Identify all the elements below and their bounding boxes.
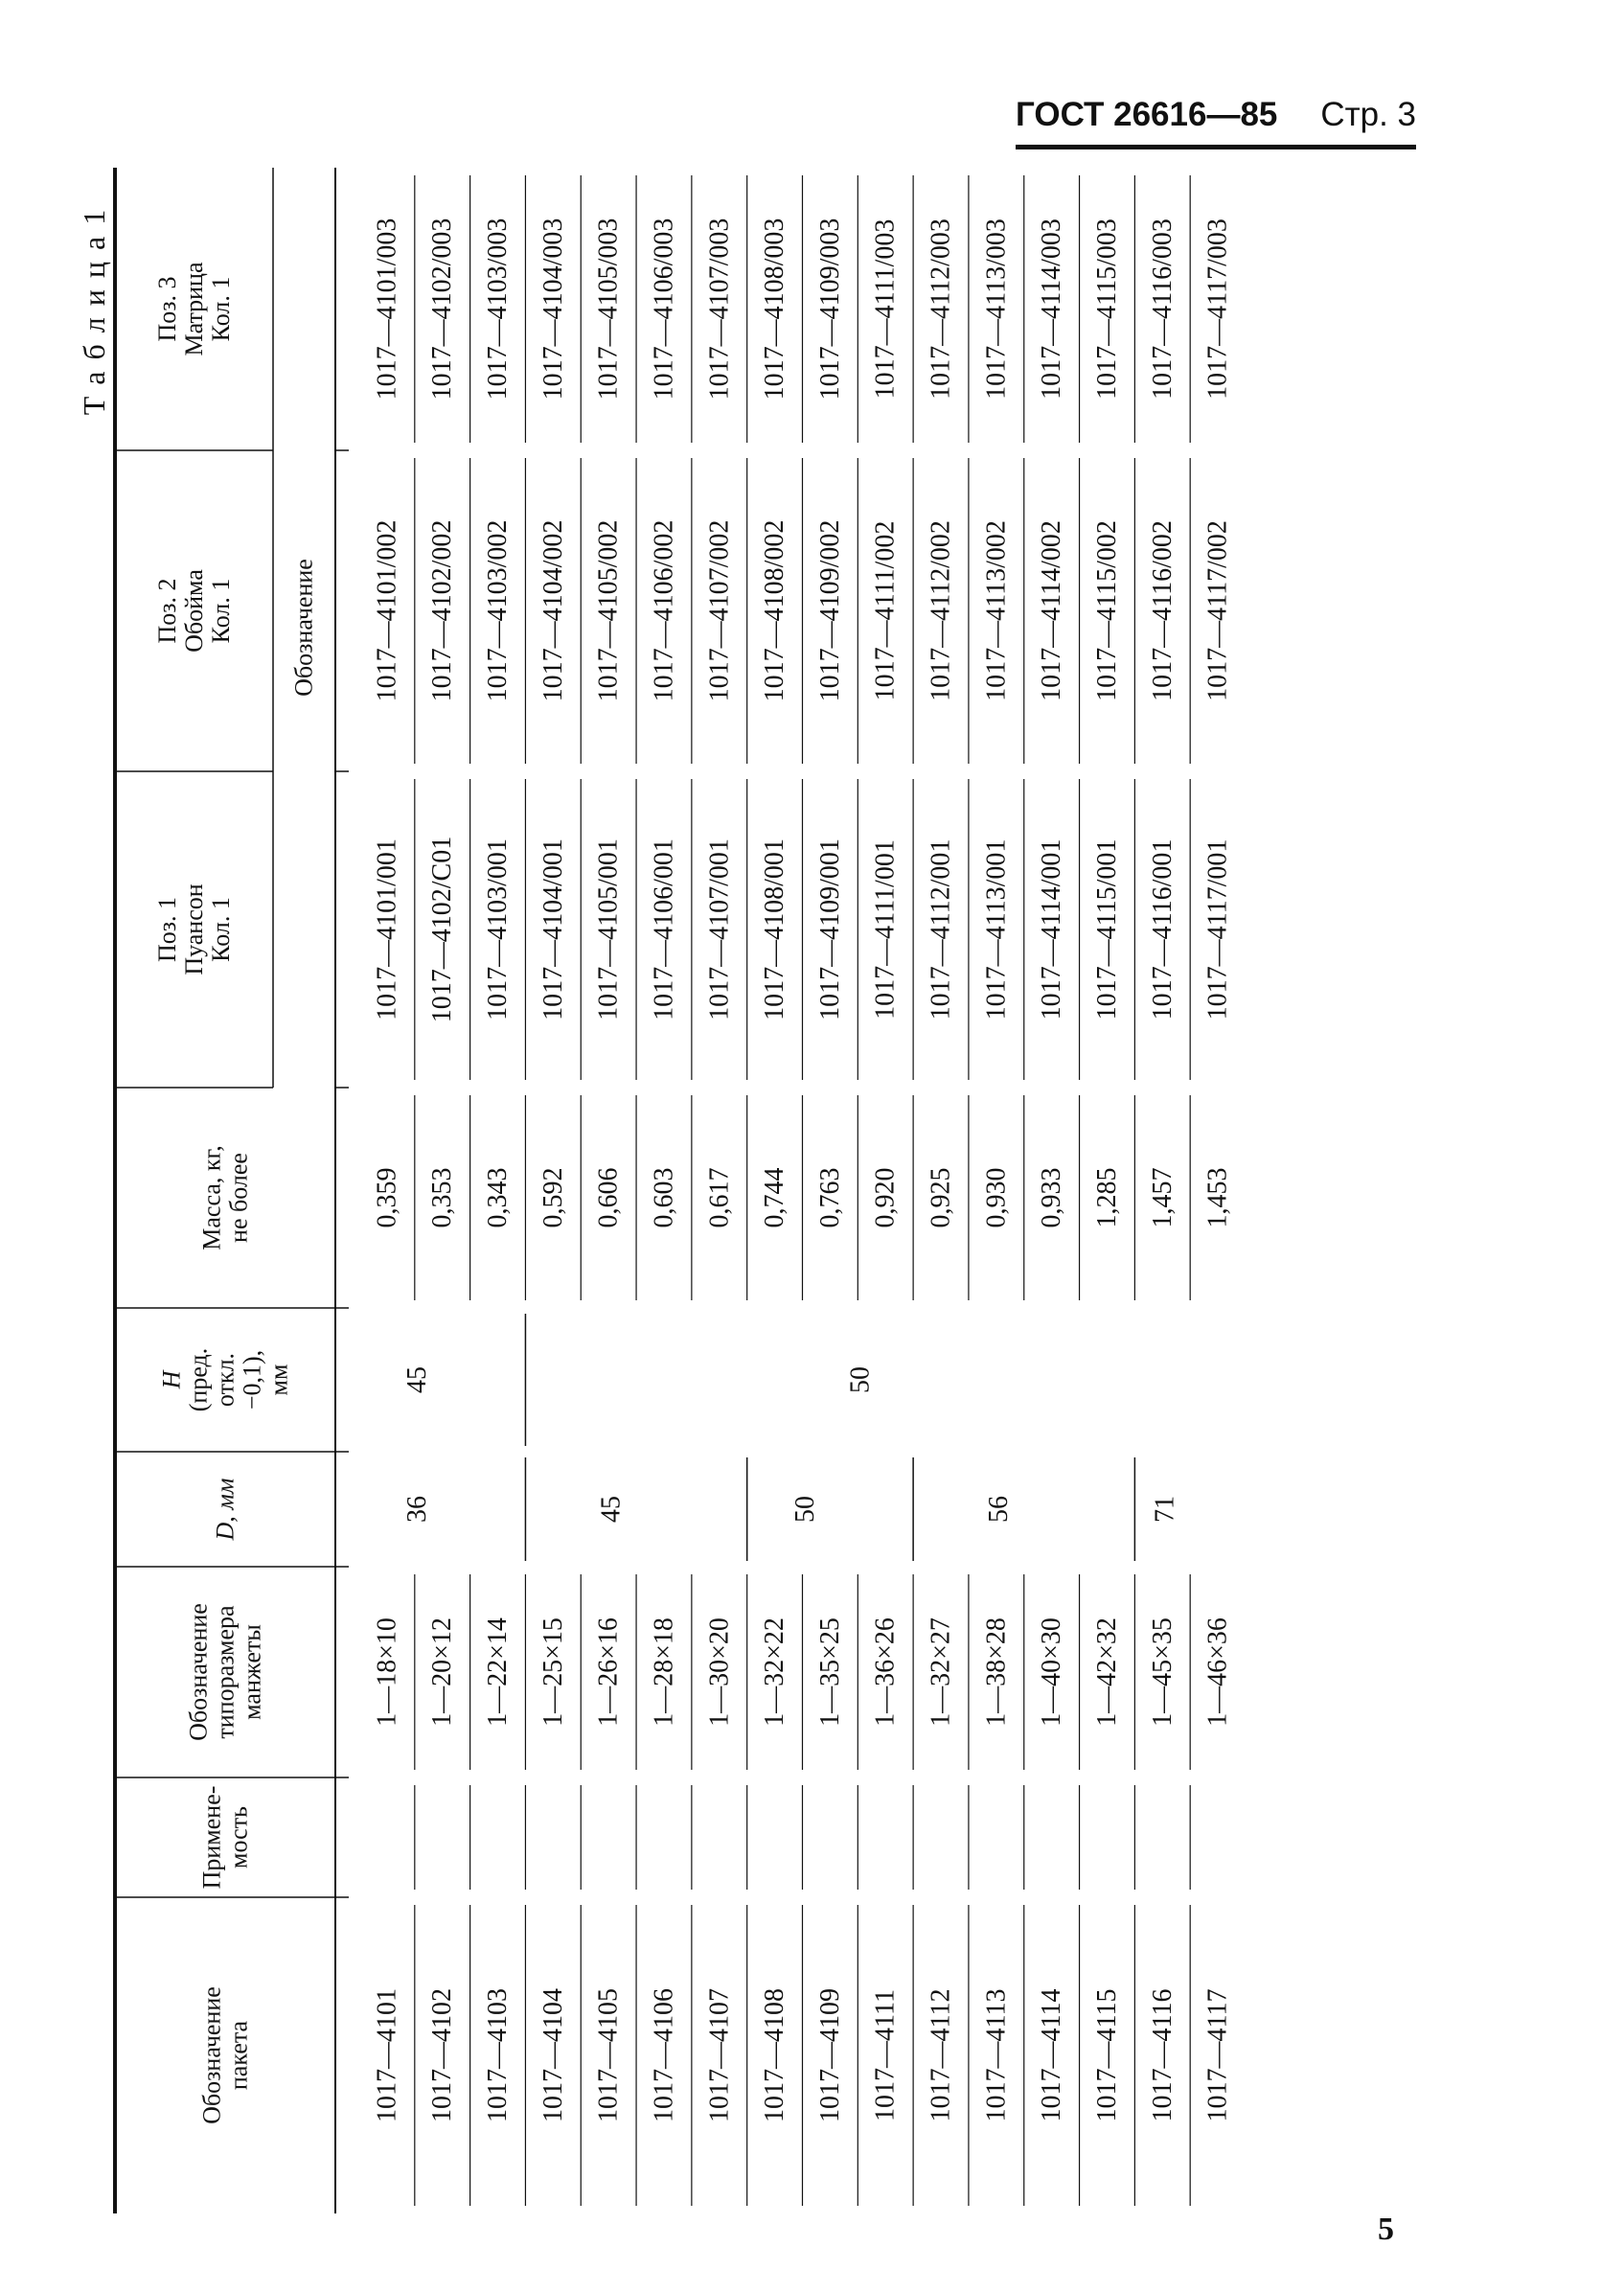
cell-pos2: 1017—4111/002 xyxy=(870,520,901,701)
group-D: 71 xyxy=(1150,1496,1180,1523)
cell-pos1: 1017—4106/001 xyxy=(649,838,679,1020)
header-package: пакета xyxy=(224,2020,253,2091)
cell-pos2: 1017—4106/002 xyxy=(649,519,679,702)
cell-pos1: 1017—4112/001 xyxy=(926,838,956,1020)
header-mass: Масса, кг, xyxy=(197,1145,226,1250)
cell-cuff: 1—46×36 xyxy=(1202,1617,1233,1727)
cell-mass: 0,353 xyxy=(427,1167,458,1228)
cell-package: 1017—4112 xyxy=(926,1988,956,2122)
cell-mass: 0,763 xyxy=(814,1167,845,1228)
group-H: 50 xyxy=(845,1366,876,1393)
header-H: откл. xyxy=(211,1352,240,1408)
header-pos1: Кол. 1 xyxy=(207,897,235,962)
cell-pos2: 1017—4107/002 xyxy=(704,519,735,702)
cell-pos2: 1017—4105/002 xyxy=(593,519,624,702)
cell-pos1: 1017—4114/001 xyxy=(1037,838,1067,1020)
header-pos2: Обойма xyxy=(180,569,208,653)
cell-cuff: 1—25×15 xyxy=(538,1617,568,1727)
cell-cuff: 1—45×35 xyxy=(1147,1617,1178,1727)
cell-pos1: 1017—4108/001 xyxy=(760,838,790,1020)
cell-pos3: 1017—4108/003 xyxy=(760,218,790,401)
header-mass: не более xyxy=(224,1153,253,1243)
cell-cuff: 1—28×18 xyxy=(649,1617,679,1727)
cell-mass: 1,285 xyxy=(1091,1167,1122,1228)
cell-package: 1017—4107 xyxy=(704,1988,735,2122)
group-D: 56 xyxy=(984,1496,1015,1523)
standard-number: ГОСТ 26616—85 xyxy=(1016,96,1278,133)
cell-pos3: 1017—4103/003 xyxy=(483,218,514,401)
group-H: 45 xyxy=(402,1366,433,1393)
cell-mass: 0,617 xyxy=(704,1167,735,1228)
header-pos2: Поз. 2 xyxy=(153,578,181,644)
cell-pos1: 1017—4117/001 xyxy=(1202,838,1233,1020)
cell-pos1: 1017—4116/001 xyxy=(1147,838,1178,1020)
header-H: (пред. xyxy=(184,1347,213,1412)
cell-pos2: 1017—4117/002 xyxy=(1202,520,1233,701)
cell-package: 1017—4115 xyxy=(1091,1988,1122,2122)
cell-pos2: 1017—4102/002 xyxy=(427,519,458,702)
cell-cuff: 1—42×32 xyxy=(1091,1617,1122,1727)
cell-pos3: 1017—4107/003 xyxy=(704,218,735,401)
group-D: 36 xyxy=(402,1496,433,1523)
cell-pos1: 1017—4109/001 xyxy=(814,838,845,1020)
header-applicability: мость xyxy=(224,1806,253,1869)
cell-pos3: 1017—4106/003 xyxy=(649,218,679,401)
cell-pos2: 1017—4116/002 xyxy=(1147,520,1178,701)
header-D: D, мм xyxy=(211,1478,240,1541)
cell-package: 1017—4103 xyxy=(483,1988,514,2122)
header-applicability: Примене- xyxy=(197,1785,226,1890)
cell-cuff: 1—20×12 xyxy=(427,1617,458,1727)
cell-pos1: 1017—4102/C01 xyxy=(427,836,458,1023)
cell-package: 1017—4114 xyxy=(1037,1988,1067,2122)
cell-pos2: 1017—4109/002 xyxy=(814,519,845,702)
cell-pos2: 1017—4115/002 xyxy=(1091,520,1122,701)
page-number: 5 xyxy=(1378,2212,1394,2247)
cell-mass: 0,343 xyxy=(483,1167,514,1228)
table-caption: Т а б л и ц а 1 xyxy=(77,207,111,416)
cell-pos2: 1017—4104/002 xyxy=(538,519,568,702)
cell-cuff: 1—32×27 xyxy=(926,1617,956,1727)
cell-pos3: 1017—4111/003 xyxy=(870,218,901,400)
header-pos3: Кол. 1 xyxy=(207,276,235,342)
header-H: H xyxy=(157,1370,186,1389)
cell-mass: 0,925 xyxy=(926,1167,956,1228)
cell-package: 1017—4116 xyxy=(1147,1988,1178,2122)
cell-pos2: 1017—4101/002 xyxy=(372,519,402,702)
cell-mass: 0,606 xyxy=(593,1167,624,1228)
cell-cuff: 1—35×25 xyxy=(814,1617,845,1727)
cell-cuff: 1—36×26 xyxy=(870,1617,901,1727)
cell-pos3: 1017—4112/003 xyxy=(926,218,956,400)
cell-pos1: 1017—4113/001 xyxy=(981,838,1012,1020)
cell-package: 1017—4109 xyxy=(814,1988,845,2122)
cell-package: 1017—4104 xyxy=(538,1988,568,2122)
header-cuff: Обозначение xyxy=(184,1603,213,1741)
cell-mass: 1,457 xyxy=(1147,1167,1178,1228)
header-pos1: Пуансон xyxy=(180,883,208,975)
cell-mass: 1,453 xyxy=(1202,1167,1233,1228)
header-designation: Обозначение xyxy=(289,559,318,697)
cell-pos1: 1017—4105/001 xyxy=(593,838,624,1020)
cell-package: 1017—4106 xyxy=(649,1988,679,2122)
cell-pos2: 1017—4114/002 xyxy=(1037,520,1067,701)
cell-mass: 0,920 xyxy=(870,1167,901,1228)
cell-pos1: 1017—4101/001 xyxy=(372,838,402,1020)
cell-pos1: 1017—4104/001 xyxy=(538,838,568,1020)
header-pos1: Поз. 1 xyxy=(153,896,181,963)
header-pos3: Поз. 3 xyxy=(153,276,181,342)
cell-mass: 0,603 xyxy=(649,1167,679,1228)
cell-package: 1017—4108 xyxy=(760,1988,790,2122)
cell-pos3: 1017—4105/003 xyxy=(593,218,624,401)
cell-package: 1017—4105 xyxy=(593,1988,624,2122)
cell-cuff: 1—22×14 xyxy=(483,1617,514,1727)
cell-pos3: 1017—4114/003 xyxy=(1037,218,1067,400)
cell-pos3: 1017—4116/003 xyxy=(1147,218,1178,400)
header-H: −0,1), xyxy=(238,1349,266,1410)
cell-package: 1017—4102 xyxy=(427,1988,458,2122)
cell-cuff: 1—32×22 xyxy=(760,1617,790,1727)
cell-pos1: 1017—4103/001 xyxy=(483,838,514,1020)
cell-package: 1017—4111 xyxy=(870,1989,901,2121)
header-pos3: Матрица xyxy=(180,262,208,356)
cell-mass: 0,933 xyxy=(1037,1167,1067,1228)
cell-pos3: 1017—4104/003 xyxy=(538,218,568,401)
header-package: Обозначение xyxy=(197,1986,226,2124)
cell-mass: 0,359 xyxy=(372,1167,402,1228)
header-pos2: Кол. 1 xyxy=(207,578,235,644)
page-reference: Стр. 3 xyxy=(1320,96,1416,133)
cell-package: 1017—4113 xyxy=(981,1988,1012,2122)
cell-cuff: 1—38×28 xyxy=(981,1617,1012,1727)
cell-pos2: 1017—4103/002 xyxy=(483,519,514,702)
header-H: мм xyxy=(264,1364,293,1396)
cell-pos3: 1017—4102/003 xyxy=(427,218,458,401)
cell-package: 1017—4101 xyxy=(372,1988,402,2122)
cell-pos3: 1017—4113/003 xyxy=(981,218,1012,400)
cell-pos2: 1017—4112/002 xyxy=(926,520,956,701)
cell-pos3: 1017—4115/003 xyxy=(1091,218,1122,400)
cell-cuff: 1—30×20 xyxy=(704,1617,735,1727)
cell-pos3: 1017—4117/003 xyxy=(1202,218,1233,400)
rotated-table xyxy=(77,168,1233,2213)
group-D: 50 xyxy=(789,1496,820,1523)
cell-pos1: 1017—4115/001 xyxy=(1091,838,1122,1020)
cell-mass: 0,592 xyxy=(538,1167,568,1228)
cell-pos3: 1017—4109/003 xyxy=(814,218,845,401)
group-D: 45 xyxy=(596,1496,627,1523)
cell-pos1: 1017—4107/001 xyxy=(704,838,735,1020)
cell-pos2: 1017—4108/002 xyxy=(760,519,790,702)
cell-cuff: 1—18×10 xyxy=(372,1617,402,1727)
header-cuff: манжеты xyxy=(238,1624,266,1720)
cell-cuff: 1—26×16 xyxy=(593,1617,624,1727)
cell-pos1: 1017—4111/001 xyxy=(870,839,901,1020)
cell-mass: 0,744 xyxy=(760,1167,790,1228)
cell-pos3: 1017—4101/003 xyxy=(372,218,402,401)
cell-mass: 0,930 xyxy=(981,1167,1012,1228)
header-cuff: типоразмера xyxy=(211,1605,240,1739)
cell-cuff: 1—40×30 xyxy=(1037,1617,1067,1727)
cell-pos2: 1017—4113/002 xyxy=(981,520,1012,701)
cell-package: 1017—4117 xyxy=(1202,1988,1233,2122)
